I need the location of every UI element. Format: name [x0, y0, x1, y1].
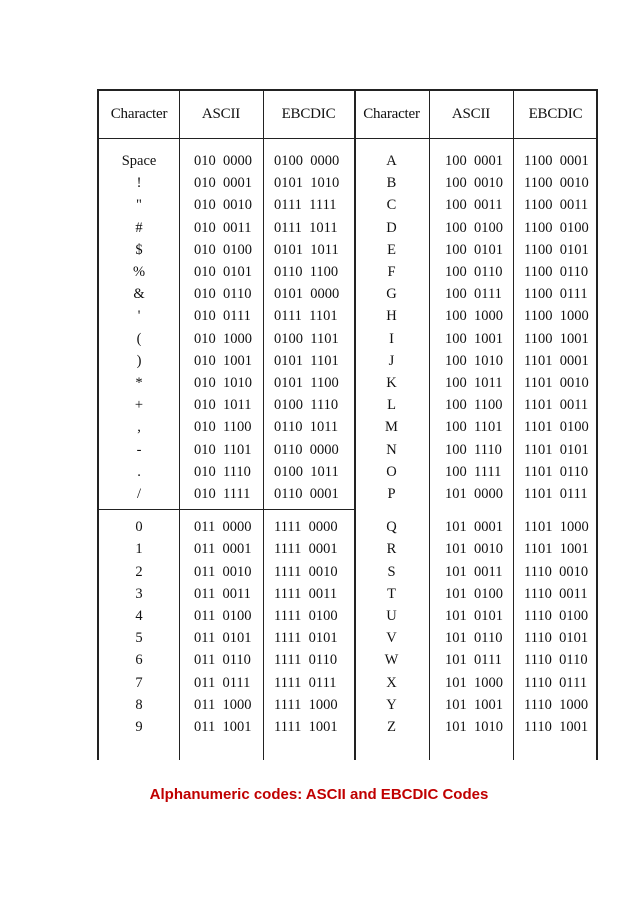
left-character-cell: $ [135, 241, 143, 258]
left-ebcdic-cell: 1111 0100 [274, 608, 338, 624]
left-ebcdic-cell: 0100 0000 [274, 153, 340, 169]
right-ebcdic-cell: 1101 0001 [524, 352, 589, 369]
left-ascii-cell: 011 0001 [194, 541, 252, 558]
left-ascii-cell: 010 1001 [194, 352, 252, 369]
left-ebcdic-cell: 0111 1111 [274, 197, 337, 214]
header-ebcdic-left: EBCDIC [281, 106, 336, 122]
left-character-cell: 0 [135, 519, 143, 536]
right-ebcdic-cell: 1100 0001 [524, 153, 589, 169]
left-character-cell: ) [136, 352, 142, 369]
right-ascii-cell: 101 1010 [445, 719, 503, 735]
left-ascii-cell: 010 0000 [194, 153, 252, 169]
left-character-cell: ( [136, 330, 142, 347]
header-character-left: Character [110, 106, 168, 122]
right-ascii-cell: 100 0001 [445, 153, 503, 169]
left-character-cell: 3 [135, 585, 143, 602]
right-ascii-cell: 101 1001 [445, 696, 503, 713]
left-character-cell: 5 [135, 630, 143, 647]
left-ebcdic-cell: 1111 0101 [274, 630, 338, 647]
left-character-cell: " [136, 197, 142, 214]
left-ebcdic-cell: 0110 1011 [274, 419, 339, 436]
right-ebcdic-cell: 1110 1001 [524, 719, 589, 735]
left-character-cell: - [136, 441, 142, 458]
left-ascii-cell: 010 0101 [194, 264, 252, 280]
right-ebcdic-cell: 1101 0101 [524, 441, 589, 458]
right-character-cell: X [386, 674, 397, 691]
right-ebcdic-cell: 1110 0011 [524, 585, 588, 602]
right-character-cell: O [386, 463, 397, 480]
left-ebcdic-cell: 0101 1100 [274, 375, 339, 391]
right-ascii-cell: 100 1000 [445, 308, 503, 325]
left-character-cell: 2 [135, 563, 143, 580]
right-character-cell: S [387, 563, 396, 580]
right-character-cell: B [386, 175, 397, 192]
left-ascii-cell: 010 1010 [194, 375, 252, 391]
left-character-cell: 6 [135, 652, 143, 669]
left-ascii-cell: 010 0010 [194, 197, 252, 214]
right-ascii-cell: 100 1010 [445, 352, 503, 369]
left-character-cell: 7 [135, 674, 143, 691]
left-ebcdic-cell: 0111 1011 [274, 219, 338, 236]
left-ebcdic-cell: 0110 0001 [274, 486, 339, 502]
left-ascii-cell: 010 1101 [194, 441, 252, 458]
right-character-cell: N [386, 441, 397, 458]
left-ascii-cell: 011 1001 [194, 719, 252, 735]
left-ebcdic-cell: 0100 1101 [274, 330, 339, 347]
right-ebcdic-cell: 1100 0100 [524, 219, 589, 236]
left-ebcdic-cell: 1111 1001 [274, 719, 338, 735]
left-character-cell: ' [137, 308, 141, 325]
right-ascii-cell: 100 1100 [445, 397, 503, 414]
right-character-cell: U [386, 608, 397, 624]
right-character-cell: T [387, 585, 396, 602]
right-character-cell: M [385, 419, 398, 436]
left-character-cell: 4 [135, 608, 143, 624]
right-ebcdic-cell: 1101 0111 [524, 486, 588, 502]
right-ebcdic-cell: 1110 0110 [524, 652, 588, 669]
left-ebcdic-cell: 1111 0011 [274, 585, 338, 602]
right-ascii-cell: 100 1110 [445, 441, 502, 458]
right-character-cell: J [388, 352, 395, 369]
right-ascii-cell: 100 0101 [445, 241, 503, 258]
left-character-cell: Space [121, 153, 157, 169]
left-ebcdic-cell: 0101 1010 [274, 175, 340, 192]
header-ascii-right: ASCII [451, 106, 491, 122]
left-ebcdic-cell: 0100 1110 [274, 397, 339, 414]
right-ebcdic-cell: 1110 1000 [524, 696, 589, 713]
right-ebcdic-cell: 1100 0011 [524, 197, 589, 214]
left-character-cell: / [136, 486, 142, 502]
left-ascii-cell: 010 0100 [194, 241, 252, 258]
right-ebcdic-cell: 1110 0010 [524, 563, 589, 580]
right-ebcdic-cell: 1100 0010 [524, 175, 589, 192]
left-character-cell: , [137, 419, 141, 436]
left-character-cell: & [133, 286, 145, 303]
left-character-cell: % [132, 264, 146, 280]
left-ebcdic-cell: 0101 1011 [274, 241, 339, 258]
left-ascii-cell: 010 1111 [194, 486, 251, 502]
left-character-cell: . [137, 463, 141, 480]
right-ebcdic-cell: 1101 0011 [524, 397, 589, 414]
right-character-cell: E [387, 241, 396, 258]
right-character-cell: A [386, 153, 397, 169]
right-character-cell: K [386, 375, 397, 391]
header-character-right: Character [363, 106, 420, 122]
left-ascii-cell: 010 0011 [194, 219, 252, 236]
left-ascii-cell: 011 0100 [194, 608, 252, 624]
section-divider-left [99, 509, 354, 510]
right-character-cell: W [384, 652, 399, 669]
left-character-cell: ! [136, 175, 142, 192]
left-ascii-cell: 011 0000 [194, 519, 252, 536]
right-ascii-cell: 100 0011 [445, 197, 503, 214]
left-character-cell: + [134, 397, 144, 414]
left-ebcdic-cell: 1111 0001 [274, 541, 338, 558]
right-ebcdic-cell: 1110 0101 [524, 630, 589, 647]
left-ascii-cell: 011 0101 [194, 630, 252, 647]
right-character-cell: D [386, 219, 397, 236]
right-character-cell: I [389, 330, 394, 347]
right-ascii-cell: 101 0000 [445, 486, 503, 502]
right-ebcdic-cell: 1101 0100 [524, 419, 589, 436]
right-ascii-cell: 100 1001 [445, 330, 503, 347]
right-ebcdic-cell: 1100 0110 [524, 264, 589, 280]
right-ascii-cell: 101 0100 [445, 585, 503, 602]
right-ascii-cell: 100 0111 [445, 286, 502, 303]
left-character-cell: # [135, 219, 143, 236]
right-character-cell: P [387, 486, 396, 502]
right-ascii-cell: 100 0010 [445, 175, 503, 192]
right-ebcdic-cell: 1110 0100 [524, 608, 589, 624]
left-ebcdic-cell: 0110 0000 [274, 441, 339, 458]
left-character-cell: 1 [135, 541, 143, 558]
left-ascii-cell: 010 1100 [194, 419, 252, 436]
column-divider [429, 91, 430, 760]
right-ascii-cell: 101 1000 [445, 674, 503, 691]
left-ebcdic-cell: 1111 0110 [274, 652, 338, 669]
left-character-cell: * [135, 375, 143, 391]
header-divider [99, 138, 596, 139]
left-ascii-cell: 010 1011 [194, 397, 252, 414]
left-ascii-cell: 010 1110 [194, 463, 251, 480]
left-ascii-cell: 011 0011 [194, 585, 251, 602]
right-character-cell: V [386, 630, 397, 647]
right-ascii-cell: 100 1011 [445, 375, 503, 391]
left-ebcdic-cell: 1111 0000 [274, 519, 338, 536]
right-ebcdic-cell: 1101 0010 [524, 375, 589, 391]
left-ascii-cell: 011 0110 [194, 652, 251, 669]
right-ascii-cell: 100 0100 [445, 219, 503, 236]
right-character-cell: F [387, 264, 396, 280]
right-ascii-cell: 101 0010 [445, 541, 503, 558]
left-ebcdic-cell: 1111 0111 [274, 674, 337, 691]
right-ebcdic-cell: 1101 1001 [524, 541, 589, 558]
figure-caption: Alphanumeric codes: ASCII and EBCDIC Codes [149, 786, 489, 803]
right-ascii-cell: 101 0101 [445, 608, 503, 624]
right-ebcdic-cell: 1110 0111 [524, 674, 588, 691]
right-ebcdic-cell: 1100 1000 [524, 308, 589, 325]
left-ascii-cell: 010 0111 [194, 308, 251, 325]
left-ebcdic-cell: 0101 0000 [274, 286, 340, 303]
left-ascii-cell: 010 0110 [194, 286, 252, 303]
right-ebcdic-cell: 1100 0111 [524, 286, 588, 303]
left-ascii-cell: 011 0111 [194, 674, 251, 691]
right-character-cell: Z [387, 719, 396, 735]
right-character-cell: L [387, 397, 396, 414]
right-ebcdic-cell: 1101 1000 [524, 519, 589, 536]
right-ascii-cell: 101 0111 [445, 652, 502, 669]
right-ascii-cell: 100 1111 [445, 463, 502, 480]
left-ebcdic-cell: 0111 1101 [274, 308, 338, 325]
right-ascii-cell: 101 0110 [445, 630, 503, 647]
right-character-cell: Y [386, 696, 397, 713]
left-ebcdic-cell: 0100 1011 [274, 463, 339, 480]
right-ascii-cell: 100 0110 [445, 264, 503, 280]
right-ascii-cell: 101 0001 [445, 519, 503, 536]
right-character-cell: H [386, 308, 397, 325]
right-ebcdic-cell: 1101 0110 [524, 463, 589, 480]
header-ascii-left: ASCII [201, 106, 241, 122]
left-ebcdic-cell: 0110 1100 [274, 264, 339, 280]
right-ascii-cell: 100 1101 [445, 419, 503, 436]
left-ascii-cell: 011 0010 [194, 563, 252, 580]
header-ebcdic-right: EBCDIC [528, 106, 583, 122]
left-ebcdic-cell: 1111 0010 [274, 563, 338, 580]
right-character-cell: Q [386, 519, 397, 536]
left-character-cell: 9 [135, 719, 143, 735]
right-ebcdic-cell: 1100 0101 [524, 241, 589, 258]
code-table [97, 89, 598, 760]
left-ascii-cell: 011 1000 [194, 696, 252, 713]
right-ascii-cell: 101 0011 [445, 563, 503, 580]
column-divider [179, 91, 180, 760]
left-character-cell: 8 [135, 696, 143, 713]
right-character-cell: C [386, 197, 397, 214]
left-ebcdic-cell: 1111 1000 [274, 696, 338, 713]
right-character-cell: R [386, 541, 397, 558]
left-ascii-cell: 010 1000 [194, 330, 252, 347]
left-ascii-cell: 010 0001 [194, 175, 252, 192]
right-character-cell: G [386, 286, 397, 303]
left-ebcdic-cell: 0101 1101 [274, 352, 339, 369]
right-ebcdic-cell: 1100 1001 [524, 330, 589, 347]
